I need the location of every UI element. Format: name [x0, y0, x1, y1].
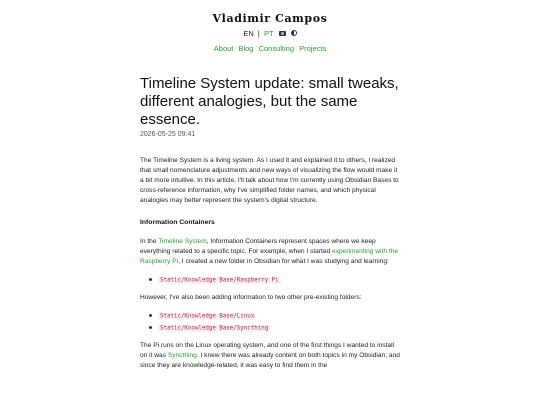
timeline-system-link[interactable]: Timeline System — [158, 238, 207, 245]
text-span: The Pi runs on the Linux operating system, and one of the first things I wanted to install on it was — [140, 342, 395, 359]
nav-projects[interactable]: Projects — [299, 44, 327, 53]
text-span: , Information Containers represent spaces where we keep everything related to a specific topic. For example, when I started — [140, 238, 376, 255]
folder-path: Static/Knowledge Base/Linux — [160, 313, 255, 319]
nav-consulting[interactable]: Consulting — [258, 44, 295, 53]
list-item — [140, 274, 402, 286]
folder-list-2 — [140, 310, 402, 334]
list-item — [140, 310, 402, 322]
contrast-icon[interactable] — [291, 30, 297, 36]
paragraph-containers — [140, 237, 402, 267]
folder-list-1 — [140, 274, 402, 286]
main-nav — [0, 44, 540, 54]
text-span: , I created a new folder in Obsidian for what I was studying and learning: — [178, 258, 389, 265]
post-title: Timeline System update: small tweaks, different analogies, but the same essence. — [140, 75, 399, 128]
lang-en[interactable]: EN — [243, 29, 254, 38]
camera-icon[interactable] — [279, 31, 286, 36]
post-date: 2026-05-25 09:41 — [140, 131, 196, 138]
syncthing-link[interactable]: Syncthing — [167, 352, 197, 359]
folder-path: Static/Knowledge Base/Raspberry Pi — [160, 277, 279, 283]
nav-blog[interactable]: Blog — [238, 44, 254, 53]
lang-separator: | — [257, 29, 260, 38]
list-item — [140, 322, 402, 334]
text-span: . I knew there was already content on both topics in my Obsidian; and since they are knowledge-related, it was easy to find them in the — [140, 352, 400, 369]
site-title[interactable]: Vladimir Campos — [212, 12, 328, 25]
paragraph-intro: The Timeline System is a living system. As I used it and explained it to others, I realized that small nomenclature adjustments and new ways of visualizing the flow would make it a bit more intuitive. In this article, I'll talk about how I'm currently using Obsidian Bases to cross-reference information, why I've simplified folder names, and which physical analogies may better represent the system's digital structure. — [140, 157, 399, 204]
paragraph-folders: However, I've also been adding information to two other pre-existing folders: — [140, 294, 362, 301]
raspberry-pi-link[interactable]: experimenting with the Raspberry Pi — [140, 248, 399, 265]
article — [140, 75, 402, 371]
nav-about[interactable]: About — [213, 44, 234, 53]
folder-path: Static/Knowledge Base/Syncthing — [160, 325, 269, 331]
language-switcher — [0, 29, 540, 39]
paragraph-pi — [140, 341, 402, 371]
section-heading: Information Containers — [140, 219, 215, 226]
lang-pt-link[interactable]: PT — [263, 29, 274, 38]
text-span: In the — [140, 238, 159, 245]
